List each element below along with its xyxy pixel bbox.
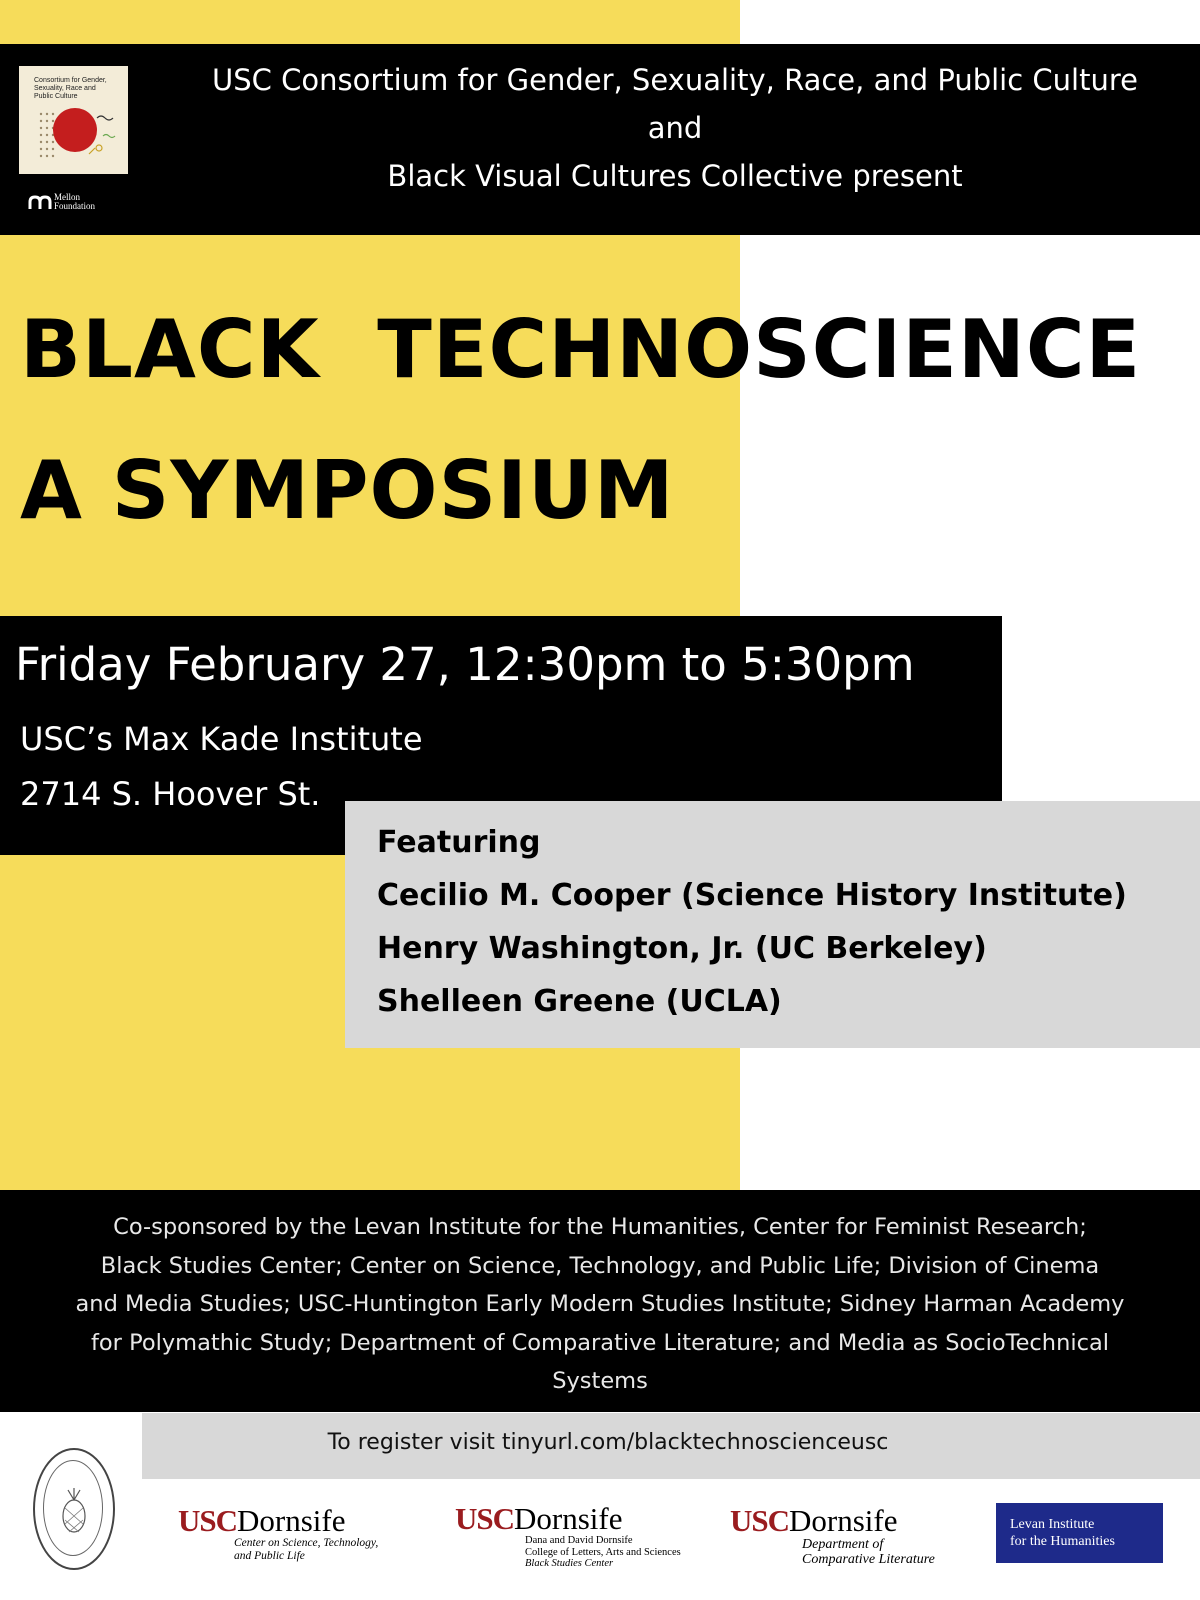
mellon-label-line: Mellon bbox=[54, 192, 80, 202]
register-link-text[interactable]: To register visit tinyurl.com/blacktechnoscienceusc bbox=[327, 1430, 889, 1455]
cosponsor-line: Co-sponsored by the Levan Institute for the Humanities, Center for Feminist Research; bbox=[113, 1214, 1087, 1240]
levan-logo-line: Levan Institute bbox=[1010, 1517, 1095, 1532]
presenters-heading bbox=[150, 56, 1200, 200]
consortium-logo-line: Consortium for Gender, bbox=[34, 77, 107, 84]
cosponsor-line: Systems bbox=[552, 1368, 648, 1394]
dornsife-wordmark bbox=[178, 1505, 378, 1537]
consortium-logo-line: Sexuality, Race and bbox=[34, 85, 96, 92]
event-date-time: Friday February 27, 12:30pm to 5:30pm bbox=[15, 638, 915, 691]
consortium-logo-graphic bbox=[19, 66, 128, 174]
consortium-logo-line: Public Culture bbox=[34, 93, 78, 100]
speaker-item: Shelleen Greene (UCLA) bbox=[377, 984, 782, 1019]
levan-institute-logo bbox=[996, 1503, 1163, 1563]
pineapple-icon bbox=[35, 1450, 113, 1568]
dornsife-word: Dornsife bbox=[514, 1501, 623, 1536]
presenter-line-consortium: USC Consortium for Gender, Sexuality, Race, and Public Culture bbox=[212, 63, 1138, 97]
dornsife-wordmark bbox=[730, 1505, 935, 1537]
dornsife-wordmark bbox=[455, 1503, 681, 1535]
cosponsor-line: Black Studies Center; Center on Science, Technology, and Public Life; Division of Cinema bbox=[100, 1252, 1100, 1279]
dornsife-word: Dornsife bbox=[789, 1503, 898, 1538]
dornsife-science-subtitle: Center on Science, Technology, bbox=[234, 1537, 379, 1549]
usc-wordmark: USC bbox=[730, 1503, 790, 1538]
speaker-item: Henry Washington, Jr. (UC Berkeley) bbox=[377, 931, 987, 966]
event-venue: USC’s Max Kade Institute bbox=[20, 720, 423, 758]
dornsife-complit-subtitle: Department of bbox=[802, 1537, 884, 1552]
featuring-box bbox=[345, 801, 1200, 1048]
consortium-logo bbox=[19, 66, 128, 174]
usc-dornsife-college-logo bbox=[455, 1503, 681, 1570]
presenter-line-collective: Black Visual Cultures Collective present bbox=[387, 159, 963, 193]
mellon-label bbox=[54, 193, 95, 211]
usc-dornsife-complit-logo bbox=[730, 1505, 935, 1567]
title-part-science: SCIENCE bbox=[753, 303, 1142, 396]
dornsife-word: Dornsife bbox=[237, 1503, 346, 1538]
cosponsor-line: for Polymathic Study; Department of Comparative Literature; and Media as SocioTechnical bbox=[90, 1329, 1109, 1356]
levan-logo-line: for the Humanities bbox=[1010, 1534, 1115, 1549]
cosponsor-text bbox=[30, 1208, 1170, 1401]
dornsife-college-subtitle: Dana and David Dornsife bbox=[525, 1535, 633, 1546]
usc-wordmark: USC bbox=[178, 1503, 238, 1538]
title-part-black-techno: BLACK TECHNO bbox=[20, 303, 754, 396]
speaker-item: Cecilio M. Cooper (Science History Institute) bbox=[377, 878, 1127, 913]
usc-wordmark: USC bbox=[455, 1501, 515, 1536]
presenter-line-and: and bbox=[647, 111, 703, 145]
featuring-heading: Featuring bbox=[377, 825, 541, 860]
dornsife-college-subtitle: College of Letters, Arts and Sciences bbox=[525, 1546, 681, 1558]
mellon-label-line: Foundation bbox=[54, 201, 96, 211]
cosponsor-line: and Media Studies; USC-Huntington Early Modern Studies Institute; Sidney Harman Academy bbox=[75, 1291, 1125, 1317]
dornsife-college-subtitle: Black Studies Center bbox=[525, 1558, 614, 1569]
event-address: 2714 S. Hoover St. bbox=[20, 775, 321, 813]
mellon-icon bbox=[28, 195, 52, 211]
usc-dornsife-science-logo bbox=[178, 1505, 378, 1562]
usc-huntington-seal-logo bbox=[33, 1448, 115, 1570]
dornsife-science-subtitle: and Public Life bbox=[234, 1549, 305, 1562]
event-title-line2: A SYMPOSIUM bbox=[20, 444, 675, 537]
event-title-line1 bbox=[20, 303, 1141, 396]
dornsife-complit-subtitle: Comparative Literature bbox=[802, 1552, 935, 1567]
